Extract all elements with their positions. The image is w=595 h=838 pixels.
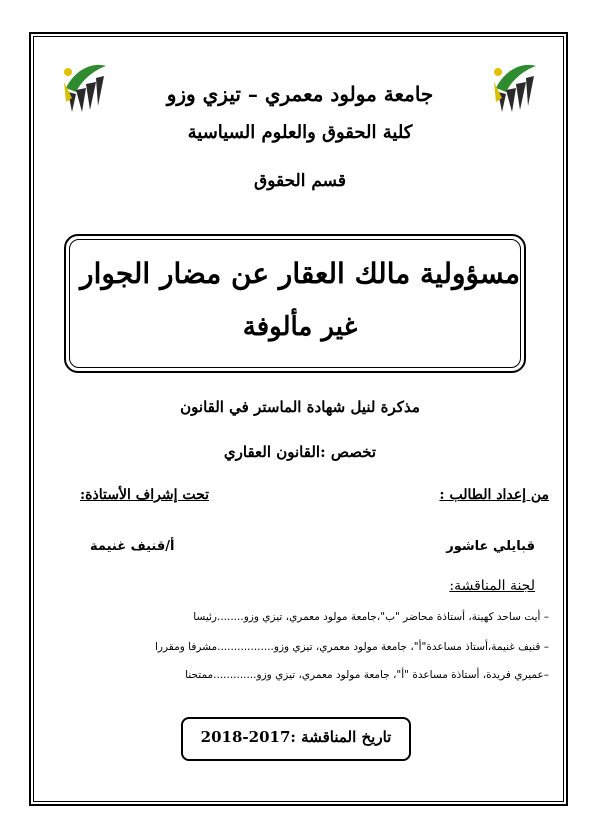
department-name: قسم الحقوق [254,171,346,191]
page-border-inner [33,36,564,802]
committee-label: لجنة المناقشة: [449,578,535,594]
student-name: قبايلي عاشور [446,539,535,554]
committee-member: – أيت ساحد كهينة، أستاذة محاضر "ب"،جامعة مولود معمري، تيزي وزو........رئيسا [193,611,549,623]
thesis-title-line1: مسؤولية مالك العقار عن مضار الجوار [80,257,520,290]
supervisor-name: أ/قنيف غنيمة [90,539,175,554]
committee-member: –عميري فريدة، أستاذة مساعدة "أ"، جامعة مولود معمري، تيزي وزو.............ممتحنا [185,669,549,681]
faculty-name: كلية الحقوق والعلوم السياسية [187,122,413,143]
university-name: جامعة مولود معمري – تيزي وزو [166,82,434,106]
supervisor-label: تحت إشراف الأستاذة: [80,487,210,503]
committee-member: – قنيف غنيمة،أستاذ مساعدة"أ"، جامعة مولود معمري، تيزي وزو.................مشرفا ومقررا [155,641,549,653]
prepared-by-label: من إعداد الطالب : [439,487,549,503]
defense-date: تاريخ المناقشة :2017-2018 [200,728,392,746]
thesis-title-line2: غير مألوفة [242,312,358,342]
memo-purpose: مذكرة لنيل شهادة الماستر في القانون [180,398,420,416]
specialty: تخصص :القانون العقاري [223,443,377,461]
